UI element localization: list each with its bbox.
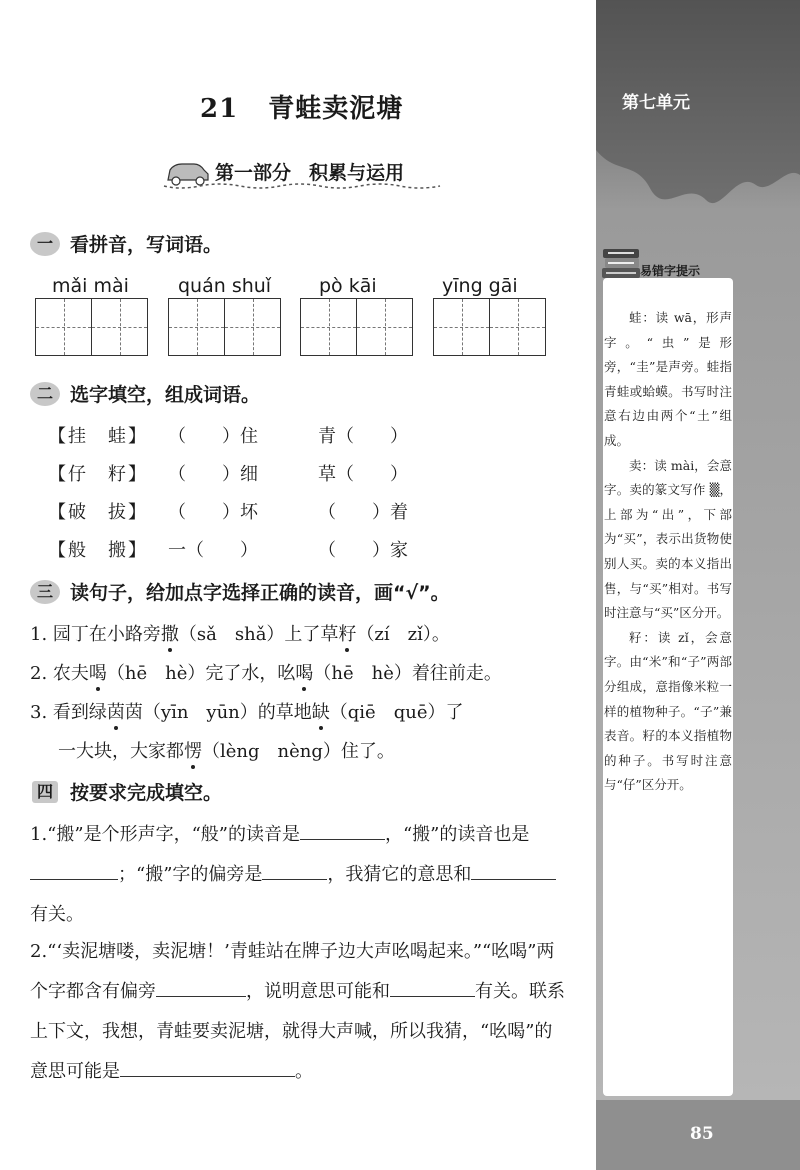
section-2-heading: 二 选字填空，组成词语。 [30, 380, 260, 407]
answer-blank[interactable] [390, 978, 475, 997]
tip-mai: 卖：读 mài，会意字。卖的篆文写作 ▒，上部为“出”，下部为“买”，表示出货物使别人买。卖的本义指出售，与“买”相对。书写时注意与“买”区分开。 [604, 457, 732, 621]
fill-question-1: 1.“搬”是个形声字，“般”的读音是 ，“搬”的读音也是；“搬”字的偏旁是 ，我猜它的意思和有关。 [30, 815, 570, 935]
section-badge: 三 [30, 580, 60, 604]
writing-grid-3[interactable] [300, 298, 413, 356]
section-1-heading: 一 看拼音，写词语。 [30, 230, 222, 257]
unit-label: 第七单元 [622, 93, 690, 113]
car-icon [168, 164, 208, 185]
section-3-heading: 三 读句子，给加点字选择正确的读音，画“√”。 [30, 578, 450, 605]
reading-item-2: 2. 农夫喝（hē hè）完了水，吆喝（hē hè）着往前走。 [30, 663, 502, 684]
choice-row: 【仔 籽】 （ ）细 草（ ） [48, 464, 408, 485]
section-badge: 一 [30, 232, 60, 256]
pinyin-4: yīng gāi [442, 275, 518, 297]
pinyin-1: mǎi mài [52, 275, 129, 297]
pinyin-3: pò kāi [319, 275, 377, 297]
choice-row: 【挂 蛙】 （ ）住 青（ ） [48, 426, 408, 447]
tips-text [604, 306, 732, 798]
lesson-number: 21 [200, 94, 239, 124]
writing-grid-4[interactable] [433, 298, 546, 356]
tip-zi: 籽：读 zǐ，会意字。由“米”和“子”两部分组成，意指像米粒一样的植物种子。“子”兼表音。籽的本义指植物的种子。书写时注意与“仔”区分开。 [604, 629, 732, 793]
section-badge: 二 [30, 382, 60, 406]
choice-row: 【破 拔】 （ ）坏 （ ）着 [48, 502, 408, 523]
answer-blank[interactable] [300, 821, 385, 840]
answer-blank[interactable] [471, 861, 556, 880]
answer-blank[interactable] [30, 861, 118, 880]
section-4-heading: 四 按要求完成填空。 [30, 778, 222, 805]
lesson-title [200, 88, 403, 125]
lesson-name: 青蛙卖泥塘 [268, 94, 404, 124]
writing-grid-2[interactable] [168, 298, 281, 356]
books-icon [600, 246, 644, 282]
reading-item-1: 1. 园丁在小路旁撒（sǎ shǎ）上了草籽（zí zǐ）。 [30, 624, 450, 645]
page-number: 85 [690, 1124, 714, 1144]
answer-blank[interactable] [156, 978, 246, 997]
tip-wa: 蛙：读 wā，形声字。“虫”是形旁，“圭”是声旁。蛙指青蛙或蛤蟆。书写时注意右边由两个“土”组成。 [604, 310, 732, 448]
tips-heading: 易错字提示 [640, 264, 701, 278]
reading-item-3: 3. 看到绿茵茵（yīn yūn）的草地缺（qiē quē）了 [30, 702, 464, 723]
answer-blank[interactable] [120, 1058, 295, 1077]
section-badge: 四 [30, 780, 60, 804]
fill-question-2: 2.“‘卖泥塘喽，卖泥塘！’青蛙站在牌子边大声吆喝起来。”“吆喝”两个字都含有偏旁 ，说明意思可能和 有关。联系上下文，我想，青蛙要卖泥塘，就得大声喊，所以我猜，“吆喝”的意思可能是 。 [30, 941, 565, 1082]
answer-blank[interactable] [262, 861, 327, 880]
writing-grid-1[interactable] [35, 298, 148, 356]
reading-item-3-cont: 一大块，大家都愣（lèng nèng）住了。 [58, 741, 395, 762]
pinyin-2: quán shuǐ [178, 275, 272, 297]
part-title: 第一部分 积累与运用 [215, 162, 405, 184]
choice-row: 【般 搬】 一（ ） （ ）家 [48, 540, 408, 561]
